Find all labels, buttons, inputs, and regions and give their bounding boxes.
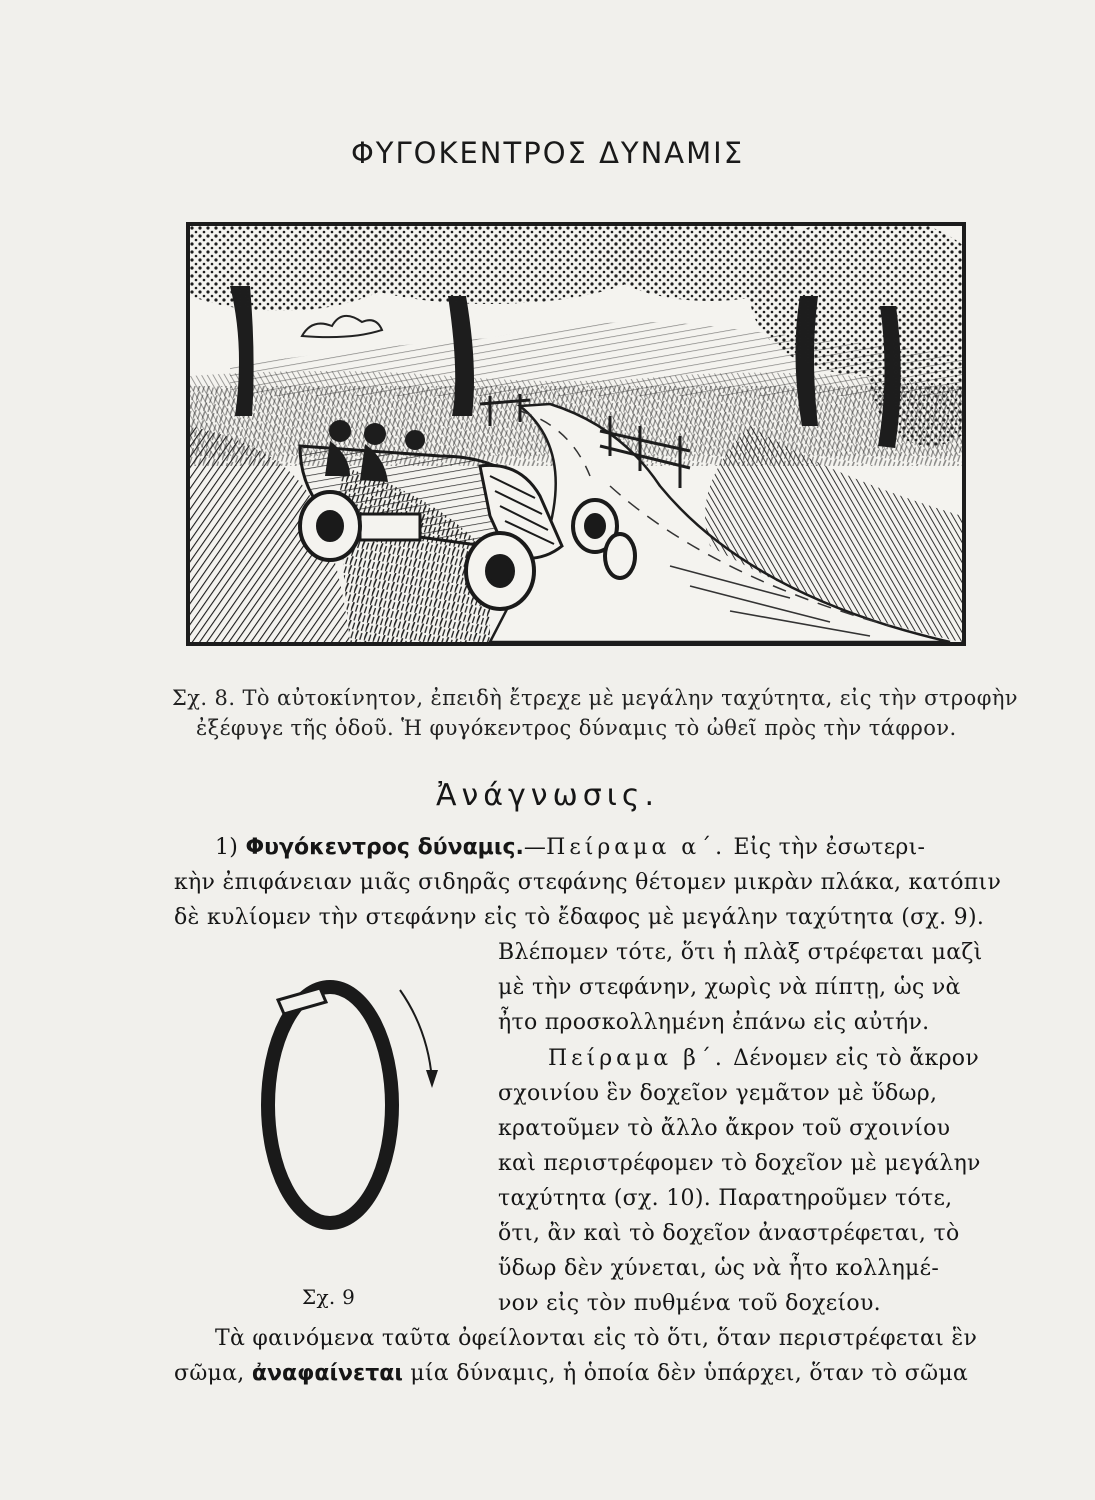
figure-8-illustration (186, 222, 966, 646)
paragraph-number: 1) (215, 835, 239, 860)
experiment-a-label: Πείραμα α΄. (546, 835, 727, 860)
term-appears: ἀναφαίνεται (251, 1361, 403, 1386)
paragraph-3-line-2 (174, 1358, 968, 1389)
paragraph-1-line-1-rest: Εἰς τὴν ἐσωτερι- (733, 835, 926, 860)
figure-9-caption: Σχ. 9 (302, 1285, 356, 1309)
figure-8-caption-line-2: ἐξέφυγε τῆς ὁδοῦ. Ἡ φυγόκεντρος δύναμις τὸ ὠθεῖ πρὸς τὴν τάφρον. (196, 716, 957, 740)
em-dash: — (523, 835, 547, 860)
paragraph-1-line-4: Βλέπομεν τότε, ὅτι ἡ πλὰξ στρέφεται μαζὶ (498, 940, 983, 965)
paragraph-2-line-7: ὕδωρ δὲν χύνεται, ὡς νὰ ἦτο κολλημέ- (498, 1256, 940, 1281)
paragraph-2-line-8: νον εἰς τὸν πυθμένα τοῦ δοχείου. (498, 1291, 881, 1316)
paragraph-3-line-1: Τὰ φαινόμενα ταῦτα ὀφείλονται εἰς τὸ ὅτι, ὅταν περιστρέφεται ἓν (215, 1326, 978, 1351)
paragraph-2-line-1 (548, 1043, 979, 1074)
term-centrifugal-force: Φυγόκεντρος δύναμις. (245, 835, 524, 860)
paragraph-2-line-4: καὶ περιστρέφομεν τὸ δοχεῖον μὲ μεγάλην (498, 1151, 981, 1176)
paragraph-3-line-2-start: σῶμα, (174, 1361, 245, 1386)
page-heading: ΦΥΓΟΚΕΝΤΡΟΣ ΔΥΝΑΜΙΣ (350, 136, 745, 170)
paragraph-1-line-5: μὲ τὴν στεφάνην, χωρὶς νὰ πίπτῃ, ὡς νὰ (498, 975, 961, 1000)
section-title: Ἀνάγνωσις. (436, 778, 659, 813)
paragraph-1-line-6: ἦτο προσκολλημένη ἐπάνω εἰς αὐτήν. (498, 1010, 930, 1035)
experiment-b-label: Πείραμα β΄. (548, 1046, 726, 1071)
figure-9-hoop-illustration (250, 970, 450, 1240)
paragraph-2-line-3: κρατοῦμεν τὸ ἄλλο ἄκρον τοῦ σχοινίου (498, 1116, 951, 1141)
paragraph-2-line-5: ταχύτητα (σχ. 10). Παρατηροῦμεν τότε, (498, 1186, 953, 1211)
paragraph-1-line-1 (215, 832, 925, 863)
paragraph-2-line-2: σχοινίου ἓν δοχεῖον γεμᾶτον μὲ ὕδωρ, (498, 1081, 938, 1106)
paragraph-3-line-2-end: μία δύναμις, ἡ ὁποία δὲν ὑπάρχει, ὅταν τὸ σῶμα (410, 1361, 969, 1386)
car-on-road-engraving (190, 226, 962, 642)
paragraph-2-line-6: ὅτι, ἂν καὶ τὸ δοχεῖον ἀναστρέφεται, τὸ (498, 1221, 960, 1246)
figure-8-caption-line-1: Σχ. 8. Τὸ αὐτοκίνητον, ἐπειδὴ ἔτρεχε μὲ μεγάλην ταχύτητα, εἰς τὴν στροφὴν (172, 686, 1018, 710)
paragraph-2-line-1-rest: Δένομεν εἰς τὸ ἄκρον (733, 1046, 980, 1071)
paragraph-1-line-3: δὲ κυλίομεν τὴν στεφάνην εἰς τὸ ἔδαφος μὲ μεγάλην ταχύτητα (σχ. 9). (174, 905, 985, 930)
paragraph-1-line-2: κὴν ἐπιφάνειαν μιᾶς σιδηρᾶς στεφάνης θέτομεν μικρὰν πλάκα, κατόπιν (174, 870, 1002, 895)
